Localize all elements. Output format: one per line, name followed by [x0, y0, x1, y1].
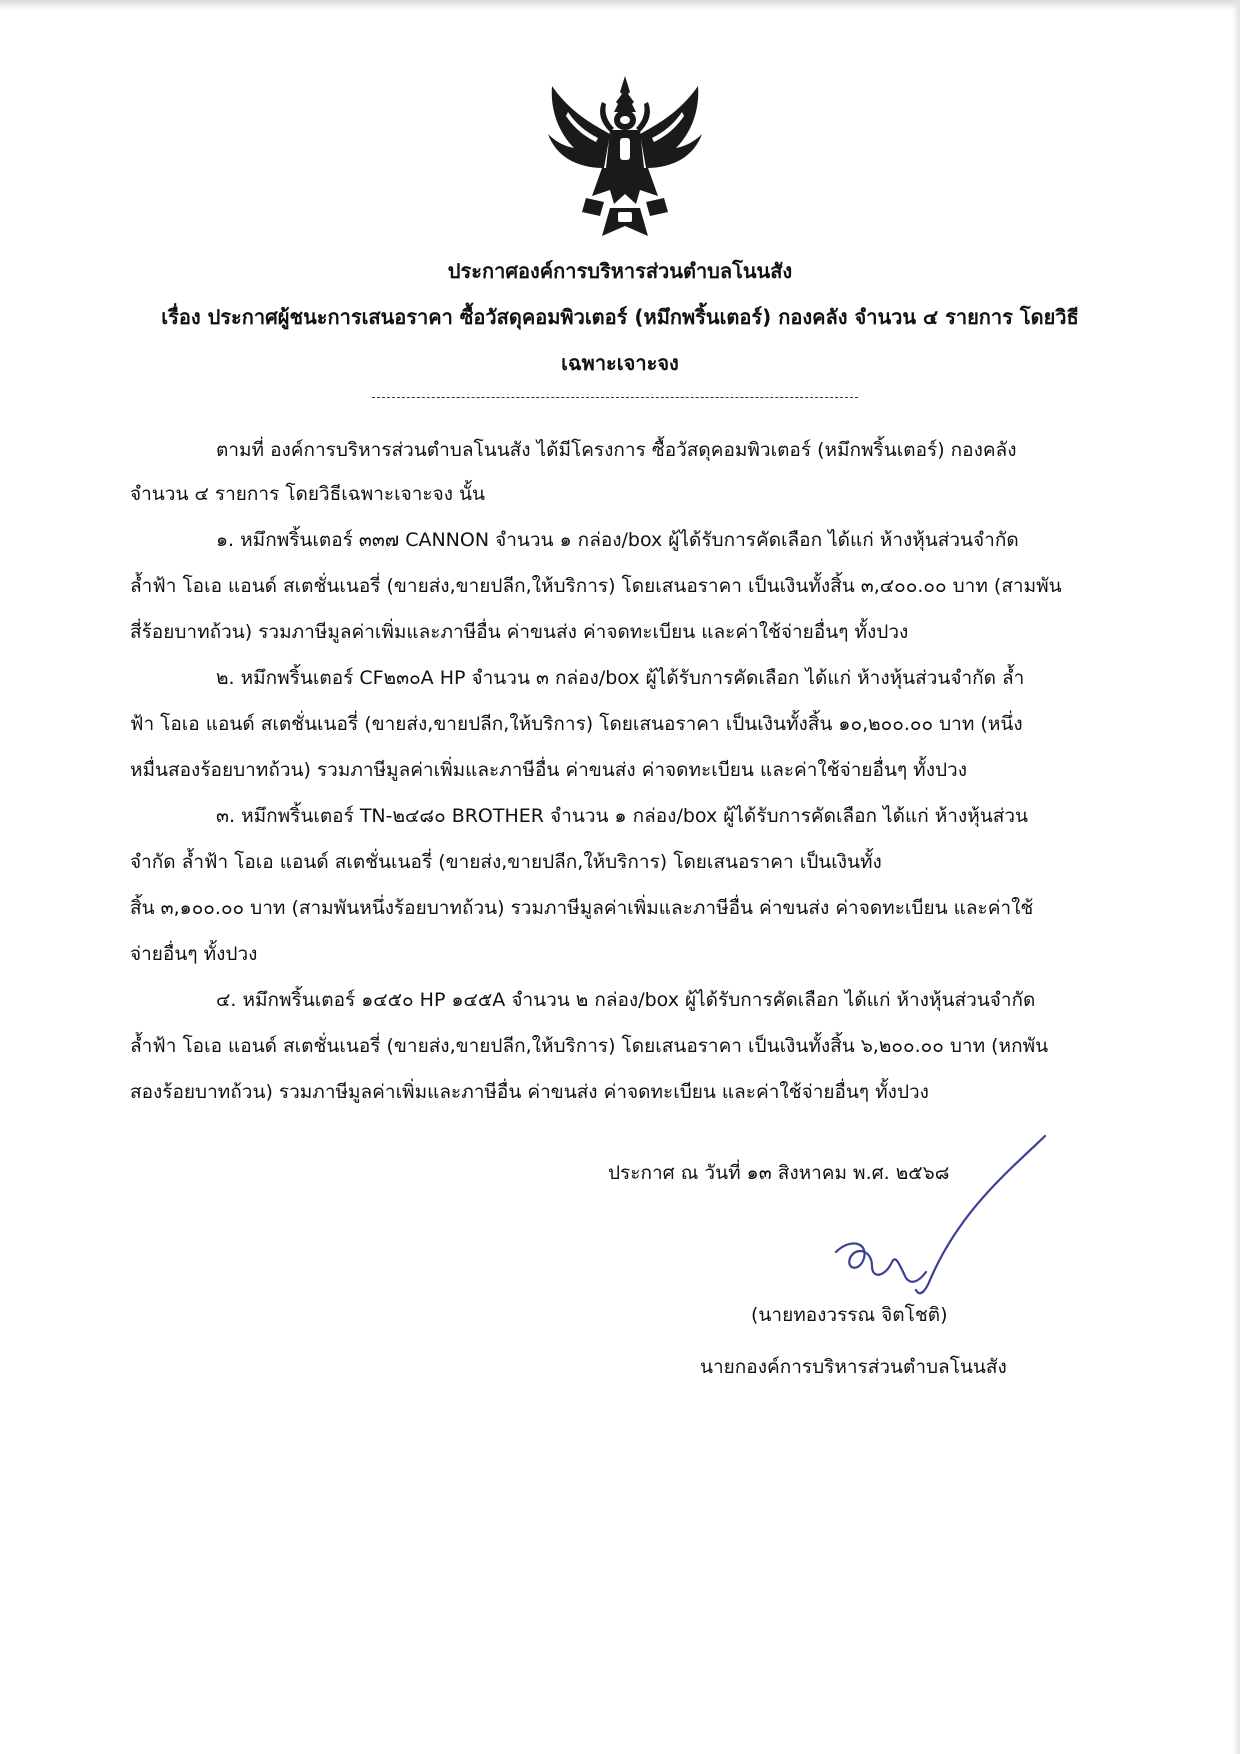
- signer-title: นายกองค์การบริหารส่วนตำบลโนนสัง: [700, 1356, 1007, 1378]
- item1-line: ล้ำฟ้า โอเอ แอนด์ สเตชั่นเนอรี่ (ขายส่ง,ขายปลีก,ให้บริการ) โดยเสนอราคา เป็นเงินทั้งสิ้น ๓,๔๐๐.๐๐ บาท (สามพัน: [130, 575, 1062, 597]
- subject-line-continued: เฉพาะเจาะจง: [561, 351, 679, 375]
- org-title: ประกาศองค์การบริหารส่วนตำบลโนนสัง: [447, 259, 793, 283]
- item3-line: จำกัด ล้ำฟ้า โอเอ แอนด์ สเตชั่นเนอรี่ (ขายส่ง,ขายปลีก,ให้บริการ) โดยเสนอราคา เป็นเงินทั้ง: [130, 851, 882, 873]
- subject-line: เรื่อง ประกาศผู้ชนะการเสนอราคา ซื้อวัสดุคอมพิวเตอร์ (หมึกพริ้นเตอร์) กองคลัง จำนวน ๔ รายการ โดยวิธี: [161, 305, 1079, 329]
- dashed-divider: [372, 397, 858, 398]
- item4-line: ล้ำฟ้า โอเอ แอนด์ สเตชั่นเนอรี่ (ขายส่ง,ขายปลีก,ให้บริการ) โดยเสนอราคา เป็นเงินทั้งสิ้น ๖,๒๐๐.๐๐ บาท (หกพัน: [130, 1035, 1049, 1057]
- signature-icon: [810, 1130, 1060, 1320]
- signer-name: (นายทองวรรณ จิตโชติ): [751, 1304, 948, 1326]
- item2-line: ฟ้า โอเอ แอนด์ สเตชั่นเนอรี่ (ขายส่ง,ขายปลีก,ให้บริการ) โดยเสนอราคา เป็นเงินทั้งสิ้น ๑๐,๒๐๐.๐๐ บาท (หนึ่ง: [130, 713, 1023, 735]
- intro-line: จำนวน ๔ รายการ โดยวิธีเฉพาะเจาะจง นั้น: [130, 483, 486, 505]
- item4-line: สองร้อยบาทถ้วน) รวมภาษีมูลค่าเพิ่มและภาษีอื่น ค่าขนส่ง ค่าจดทะเบียน และค่าใช้จ่ายอื่นๆ ทั้งปวง: [130, 1081, 929, 1103]
- scan-edge-top: [0, 0, 1240, 10]
- item3-line: ๓. หมึกพริ้นเตอร์ TN-๒๔๘๐ BROTHER จำนวน ๑ กล่อง/box ผู้ได้รับการคัดเลือก ได้แก่ ห้างหุ้นส่วน: [216, 805, 1028, 827]
- intro-line: ตามที่ องค์การบริหารส่วนตำบลโนนสัง ได้มีโครงการ ซื้อวัสดุคอมพิวเตอร์ (หมึกพริ้นเตอร์) กองคลัง: [216, 439, 1017, 461]
- item2-line: หมื่นสองร้อยบาทถ้วน) รวมภาษีมูลค่าเพิ่มและภาษีอื่น ค่าขนส่ง ค่าจดทะเบียน และค่าใช้จ่ายอื่นๆ ทั้งปวง: [130, 759, 967, 781]
- announcement-date: ประกาศ ณ วันที่ ๑๓ สิงหาคม พ.ศ. ๒๕๖๘: [608, 1162, 950, 1184]
- item1-line: ๑. หมึกพริ้นเตอร์ ๓๓๗ CANNON จำนวน ๑ กล่อง/box ผู้ได้รับการคัดเลือก ได้แก่ ห้างหุ้นส่วนจำกัด: [216, 529, 1019, 551]
- item4-line: ๔. หมึกพริ้นเตอร์ ๑๔๕๐ HP ๑๔๕A จำนวน ๒ กล่อง/box ผู้ได้รับการคัดเลือก ได้แก่ ห้างหุ้นส่วนจำกัด: [216, 989, 1036, 1011]
- garuda-emblem-icon: [540, 72, 710, 242]
- item3-line: จ่ายอื่นๆ ทั้งปวง: [130, 943, 258, 965]
- item3-line: สิ้น ๓,๑๐๐.๐๐ บาท (สามพันหนึ่งร้อยบาทถ้วน) รวมภาษีมูลค่าเพิ่มและภาษีอื่น ค่าขนส่ง ค่าจดทะเบียน และค่าใช้: [130, 897, 1034, 919]
- item1-line: สี่ร้อยบาทถ้วน) รวมภาษีมูลค่าเพิ่มและภาษีอื่น ค่าขนส่ง ค่าจดทะเบียน และค่าใช้จ่ายอื่นๆ ทั้งปวง: [130, 621, 909, 643]
- item2-line: ๒. หมึกพริ้นเตอร์ CF๒๓๐A HP จำนวน ๓ กล่อง/box ผู้ได้รับการคัดเลือก ได้แก่ ห้างหุ้นส่วนจำกัด ล้ำ: [216, 667, 1025, 689]
